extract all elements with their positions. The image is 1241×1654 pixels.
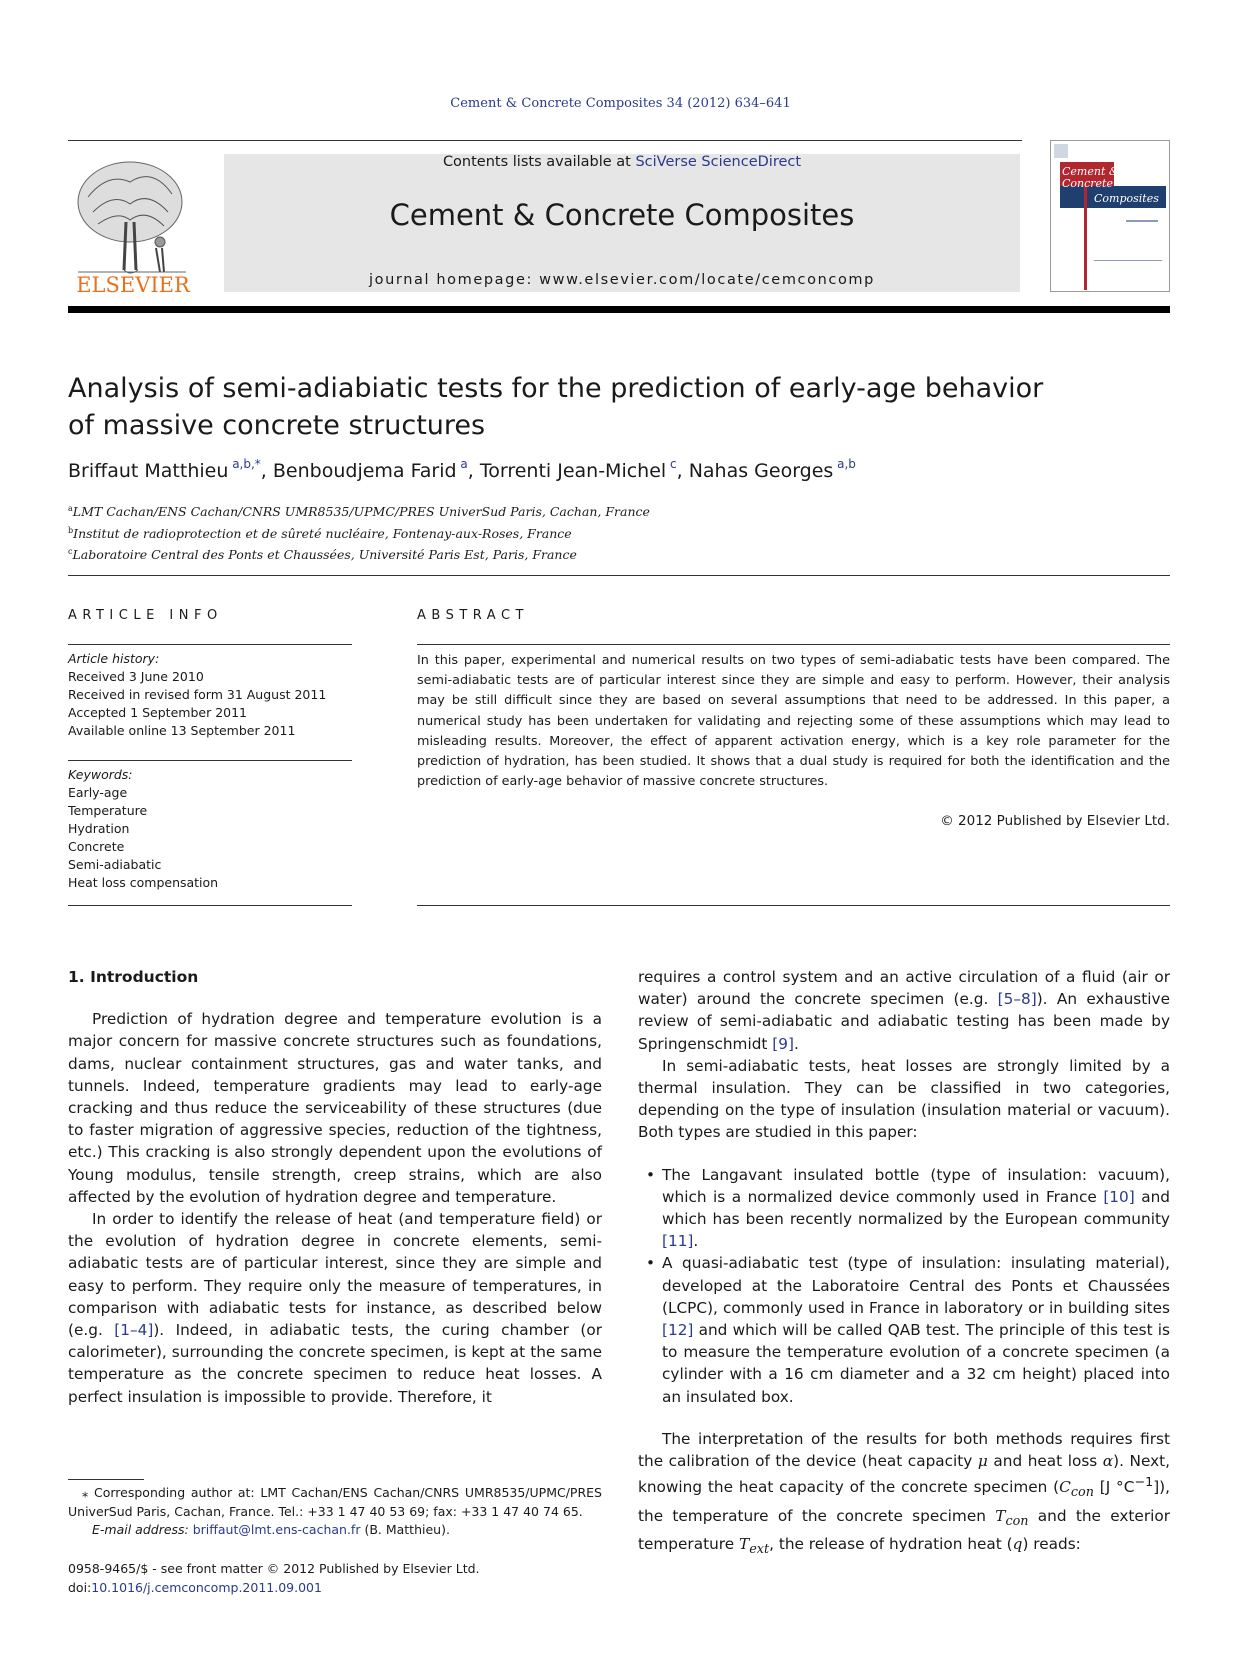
- keywords: [68, 766, 352, 892]
- body-left-column: [68, 966, 602, 1408]
- keyword-item: Semi-adiabatic: [68, 857, 162, 872]
- journal-reference[interactable]: Cement & Concrete Composites 34 (2012) 634–641: [450, 96, 791, 111]
- svg-text:ELSEVIER: ELSEVIER: [76, 273, 190, 296]
- doi-link[interactable]: 10.1016/j.cemconcomp.2011.09.001: [91, 1579, 322, 1595]
- author-name[interactable]: Nahas Georges: [688, 460, 834, 482]
- journal-homepage[interactable]: journal homepage: www.elsevier.com/locate/cemconcomp: [369, 272, 875, 288]
- history-item: Received in revised form 31 August 2011: [68, 687, 327, 702]
- author-affiliation-mark[interactable]: a,b: [837, 457, 856, 471]
- elsevier-tree-icon: [68, 152, 198, 296]
- issn-line: 0958-9465/$ - see front matter © 2012 Published by Elsevier Ltd.: [68, 1561, 480, 1576]
- journal-cover-image: [1050, 140, 1170, 292]
- article-title: [68, 370, 1068, 444]
- citation-link[interactable]: [11]: [662, 1232, 694, 1251]
- title-block-rule: [68, 575, 1170, 576]
- article-info-rule: [68, 905, 352, 906]
- keyword-item: Hydration: [68, 821, 130, 836]
- bullet-list: [638, 1164, 1170, 1408]
- email-link[interactable]: briffaut@lmt.ens-cachan.fr: [192, 1522, 361, 1537]
- journal-cover: [1050, 140, 1170, 292]
- paragraph: In order to identify the release of heat (and temperature field) or the evolution of hydration degree in concrete elements, semi-adiabatic tests are of particular interest, since they are simple and easy to perform. They require only the measure of temperatures, in comparison with adiabatic tests for instance, as described below (e.g. [1–4]). Indeed, in adiabatic tests, the curing chamber (or calorimeter), surrounding the concrete specimen, is kept at the same temperature as the concrete specimen to reduce heat losses. A perfect insulation is impossible to provide. Therefore, it: [68, 1210, 603, 1406]
- history-item: Available online 13 September 2011: [68, 723, 296, 738]
- citation-link[interactable]: [12]: [662, 1321, 694, 1340]
- header-thick-rule: [68, 306, 1170, 313]
- history-item: Received 3 June 2010: [68, 669, 204, 684]
- footnote-star: ⁎: [82, 1485, 89, 1500]
- author-affiliation-mark[interactable]: a: [460, 457, 468, 471]
- svg-text:Composites: Composites: [1094, 192, 1159, 205]
- body-right-column: [638, 966, 1170, 1561]
- header-rule: [68, 140, 1022, 141]
- elsevier-logo: [68, 152, 198, 296]
- author-affiliation-mark[interactable]: a,b,*: [232, 457, 261, 471]
- citation-link[interactable]: [9]: [772, 1034, 794, 1053]
- affiliation-item: $^c$Laboratoire Central des Ponts et Chaussées, Université Paris Est, Paris, France: [68, 547, 577, 563]
- keyword-item: Early-age: [68, 785, 128, 800]
- list-item: • A quasi-adiabatic test (type of insulation: insulating material), developed at the Laboratoire Central des Ponts et Chaussées (LCPC), commonly used in France in laboratory or in building sites [12] and which will be called QAB test. The principle of this test is to measure the temperature evolution of a concrete specimen (a cylinder with a 16 cm diameter and a 32 cm height) placed into an insulated box.: [638, 1252, 1170, 1407]
- doi-line: doi:10.1016/j.cemconcomp.2011.09.001: [68, 1579, 322, 1595]
- keywords-label: Keywords:: [68, 767, 133, 782]
- citation-link[interactable]: [1–4]: [114, 1321, 154, 1340]
- svg-text:Cement &: Cement &: [1062, 165, 1119, 178]
- citation-link[interactable]: [10]: [1103, 1187, 1135, 1206]
- paragraph: Prediction of hydration degree and temperature evolution is a major concern for massive concrete structures such as foundations, dams, nuclear containment structures, gas and water tanks, and tunnels. Indeed, temperature gradients may lead to early-age cracking and thus reduce the serviceability of these structures (due to faster migration of aggressive species, reduction of the tightness, etc.) This cracking is also strongly dependent upon the evolutions of Young modulus, tensile strength, creep strains, which are also affected by the evolution of hydration degree and temperature.: [68, 1010, 602, 1206]
- paragraph: requires a control system and an active circulation of a fluid (air or water) around the concrete specimen (e.g. [5–8]). An exhaustive review of semi-adiabatic and adiabatic testing has been made by Springenschmidt [9].: [638, 968, 1170, 1053]
- author-list: Briffaut Matthieu $^{a,b,*}$, Benboudjema Farid $^a$, Torrenti Jean-Michel $^c$, Nahas Georges $^{a,b}$: [68, 457, 856, 482]
- paragraph: In semi-adiabatic tests, heat losses are strongly limited by a thermal insulation. They can be classified in two categories, depending on the type of insulation (insulation material or vacuum). Both types are studied in this paper:: [638, 1056, 1170, 1142]
- abstract-text: In this paper, experimental and numerical results on two types of semi-adiabatic tests have been compared. The semi-adiabatic tests are of particular interest since they are simple and easy to perform. However, their analysis may be still difficult since they are based on several assumptions that need to be addressed. In this paper, a numerical study has been undertaken for validating and rejecting some of these assumptions which may lead to misleading results. Moreover, the effect of apparent activation energy, which is a key role parameter for the prediction of hydration, has been studied. It shows that a dual study is required for both the identification and the prediction of early-age behavior of massive concrete structures.: [417, 653, 1170, 790]
- list-item: • The Langavant insulated bottle (type of insulation: vacuum), which is a normalized device commonly used in France [10] and which has been recently normalized by the European community [11].: [638, 1164, 1170, 1253]
- article-info-rule: [68, 760, 352, 761]
- keyword-item: Temperature: [68, 803, 148, 818]
- article-history: [68, 650, 352, 740]
- history-item: Accepted 1 September 2011: [68, 705, 248, 720]
- abstract-rule: [417, 644, 1170, 645]
- footnote-rule: [68, 1479, 144, 1480]
- article-title-line-1: Analysis of semi-adiabiatic tests for the prediction of early-age behavior: [68, 373, 1044, 404]
- corresponding-author-footnote: ⁎ Corresponding author at: LMT Cachan/ENS Cachan/CNRS UMR8535/UPMC/PRES UniverSud Paris, Cachan, France. Tel.: +33 1 47 40 53 69; fax: +33 1 47 40 74 65. E-mail address: briffaut@lmt.ens-cachan.fr (B. Matthieu).: [68, 1485, 602, 1537]
- article-title-line-2: of massive concrete structures: [68, 410, 486, 441]
- affiliation-item: $^b$Institut de radioprotection et de sûreté nucléaire, Fontenay-aux-Roses, France: [68, 525, 572, 541]
- sciencedirect-link[interactable]: SciVerse ScienceDirect: [635, 154, 802, 170]
- author-name[interactable]: Benboudjema Farid: [272, 460, 457, 482]
- affiliation-list: [68, 500, 968, 565]
- abstract-rule: [417, 905, 1170, 906]
- author-name[interactable]: Briffaut Matthieu: [68, 460, 229, 482]
- affiliation-item: $^a$LMT Cachan/ENS Cachan/CNRS UMR8535/UPMC/PRES UniverSud Paris, Cachan, France: [68, 504, 650, 520]
- email-label: E-mail address:: [92, 1522, 193, 1537]
- author-affiliation-mark[interactable]: c: [669, 457, 677, 471]
- citation-link[interactable]: [5–8]: [997, 990, 1037, 1009]
- contents-prefix: Contents lists available at: [442, 154, 636, 170]
- journal-title: Cement & Concrete Composites: [389, 198, 855, 232]
- article-info-heading: ARTICLE INFO: [68, 608, 223, 623]
- contents-line: [224, 154, 1020, 170]
- section-title: 1. Introduction: [68, 968, 199, 986]
- paragraph: The interpretation of the results for both methods requires first the calibration of the device (heat capacity μ and heat loss α). Next, knowing the heat capacity of the concrete specimen ($C_{con}$ [J $^\circ C^{-1}$]), the temperature of the concrete specimen $T_{con}$ and the exterior temperature $T_{ext}$, the release of hydration heat (q) reads:: [638, 1429, 1171, 1557]
- abstract-heading: ABSTRACT: [417, 608, 529, 623]
- copyright-notice: © 2012 Published by Elsevier Ltd.: [940, 813, 1170, 829]
- svg-text:Concrete: Concrete: [1062, 177, 1113, 190]
- keyword-item: Concrete: [68, 839, 125, 854]
- author-name[interactable]: Torrenti Jean-Michel: [479, 460, 667, 482]
- article-info-rule: [68, 644, 352, 645]
- article-history-label: Article history:: [68, 651, 160, 666]
- front-matter: [68, 1560, 602, 1597]
- keyword-item: Heat loss compensation: [68, 875, 219, 890]
